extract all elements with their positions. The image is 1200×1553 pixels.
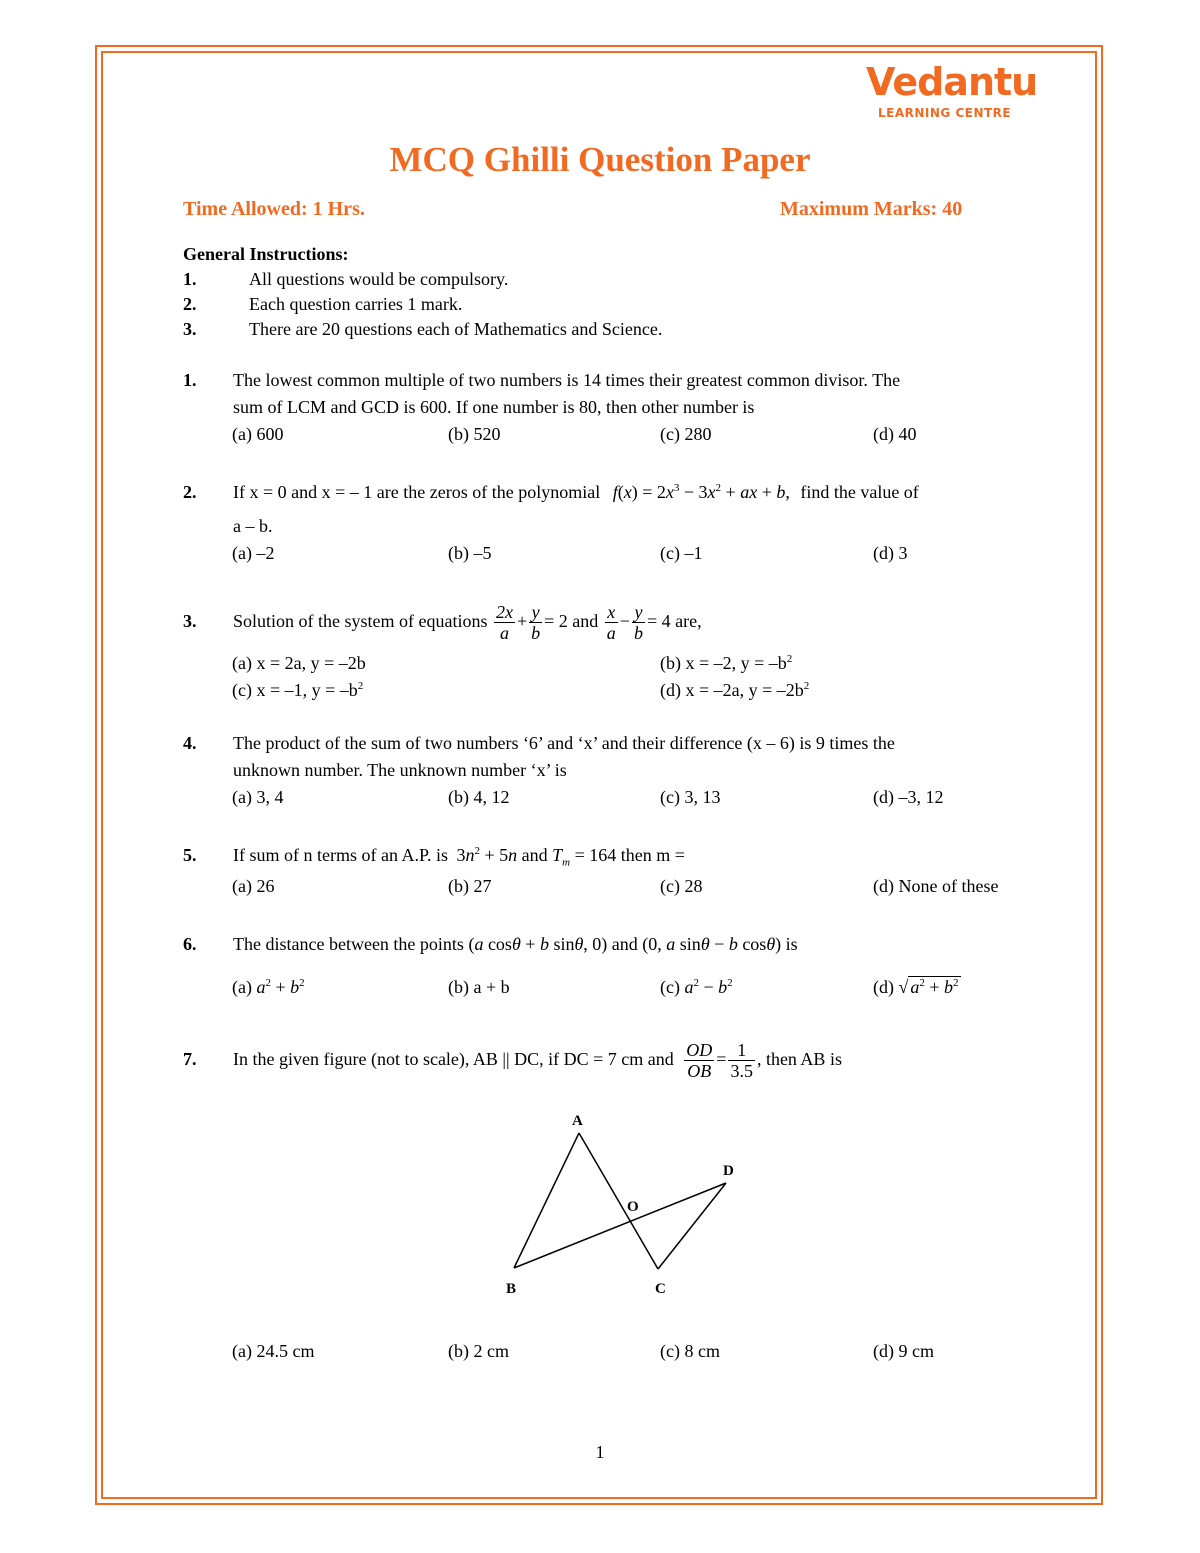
max-marks: Maximum Marks: 40 (780, 198, 963, 220)
line-ac (579, 1133, 658, 1269)
q2-text-post: find the value of (800, 482, 919, 502)
q3-option-a: (a) x = 2a, y = –2b (232, 653, 366, 673)
q2-option-d: (d) 3 (873, 543, 908, 563)
q7-option-c: (c) 8 cm (660, 1341, 720, 1361)
q2-option-b: (b) –5 (448, 543, 492, 563)
q4-option-a: (a) 3, 4 (232, 787, 284, 807)
question-number: 4. (183, 733, 197, 753)
q2-polynomial: f (612, 482, 618, 502)
instruction-text: Each question carries 1 mark. (249, 294, 463, 314)
triangle-lines (514, 1133, 726, 1269)
q1-option-c: (c) 280 (660, 424, 712, 444)
question-number: 3. (183, 611, 197, 631)
q7-text-pre: In the given figure (not to scale), AB || DC, if DC = 7 cm and (233, 1049, 674, 1069)
q3-option-d-text: (d) x = –2a, y = –2b (660, 680, 804, 700)
q6-text-pre: The distance between the points (233, 934, 464, 954)
q4-option-d: (d) –3, 12 (873, 787, 944, 807)
q3-text-and: and (572, 611, 599, 631)
q4-option-b: (b) 4, 12 (448, 787, 510, 807)
q6-text-and: and (611, 934, 638, 954)
q5-text-pre: If sum of n terms of an A.P. is (233, 845, 448, 865)
q3-option-c: (c) x = –1, $y = -b^2$ (232, 680, 364, 700)
instruction-text: All questions would be compulsory. (249, 269, 509, 289)
q1-text-line1: The lowest common multiple of two numbers is 14 times their greatest common divisor. The (233, 370, 901, 390)
q2-text-line2: a – b. (233, 516, 273, 536)
q5-option-d: (d) None of these (873, 876, 999, 896)
q7-option-a: (a) 24.5 cm (232, 1341, 315, 1361)
q6-option-a-label: (a) (232, 977, 252, 997)
q1-option-a: (a) 600 (232, 424, 284, 444)
label-o: O (627, 1199, 639, 1215)
q3-option-d: (d) x = –2a, $y = -2b^2$ (660, 680, 810, 700)
q6-option-b: (b) a + b (448, 977, 510, 997)
question-number: 2. (183, 482, 197, 502)
q3-text-post: are, (675, 611, 702, 631)
q4-text-line2: unknown number. The unknown number ‘x’ is (233, 760, 567, 780)
q5-option-b: (b) 27 (448, 876, 492, 896)
q2-text: If x = 0 and x = – 1 are the zeros of the polynomial $f(x) = 2x^3 - 3x^2$ + ax + b, find the value of (233, 482, 919, 502)
q7-figure (500, 1105, 750, 1300)
q1-option-b: (b) 520 (448, 424, 501, 444)
q5-text-post: then m = (620, 845, 685, 865)
q3-option-c-text: (c) x = –1, y = –b (232, 680, 358, 700)
q4-option-c: (c) 3, 13 (660, 787, 721, 807)
label-b: B (506, 1281, 517, 1297)
q5-text-and: and (521, 845, 548, 865)
q6-option-d-label: (d) (873, 977, 894, 997)
question-number: 1. (183, 370, 197, 390)
q3-text-pre: Solution of the system of equations (233, 611, 488, 631)
instruction-number: 1. (183, 269, 197, 289)
q7-text-post: , then AB is (756, 1049, 842, 1069)
q1-text-line2: sum of LCM and GCD is 600. If one number is 80, then other number is (233, 397, 755, 417)
label-a: A (572, 1113, 583, 1129)
q5-option-c: (c) 28 (660, 876, 703, 896)
q6-option-c-label: (c) (660, 977, 680, 997)
q7-text: In the given figure (not to scale), AB || DC, if DC = 7 cm and $\frac{OD}{OB}$ = $\frac{1}{3.5}$ , then AB is (233, 1040, 842, 1082)
q3-text: Solution of the system of equations $\frac{2x}{a}$ + $\frac{y}{b}$ = 2 and $\frac{x}{a}$ − $\frac{y}{b}$ = 4 are, (233, 602, 702, 644)
question-number: 5. (183, 845, 197, 865)
q7-option-d: (d) 9 cm (873, 1341, 934, 1361)
q6-text-post: is (785, 934, 798, 954)
q7-option-b: (b) 2 cm (448, 1341, 509, 1361)
line-ab (514, 1133, 579, 1268)
page-title: MCQ Ghilli Question Paper (389, 140, 811, 179)
q6-option-c: (c) $a^2 - b^2$ (660, 977, 733, 997)
time-allowed: Time Allowed: 1 Hrs. (183, 198, 365, 220)
q3-option-b: (b) x = –2, $y = -b^2$ (660, 653, 793, 673)
q6-text: The distance between the points (a cosθ + b sinθ, 0) and (0, a sinθ − b cosθ) is (233, 934, 798, 954)
page-number: 1 (595, 1442, 605, 1462)
q4-text-line1: The product of the sum of two numbers ‘6’ and ‘x’ and their difference (x – 6) is 9 times the (233, 733, 895, 753)
logo-wordmark: Vedantu (866, 60, 1038, 104)
question-number: 7. (183, 1049, 197, 1069)
q6-option-a: (a) $a^2 + b^2$ (232, 977, 305, 997)
instructions-heading: General Instructions: (183, 244, 349, 264)
label-d: D (723, 1163, 734, 1179)
question-number: 6. (183, 934, 197, 954)
q1-option-d: (d) 40 (873, 424, 917, 444)
q5-text: If sum of n terms of an A.P. is $3n^2 + 5n$ and $T_m = 164$ then m = (233, 845, 685, 869)
logo-subtitle: LEARNING CENTRE (878, 106, 1012, 120)
line-bd (514, 1183, 726, 1268)
instruction-number: 2. (183, 294, 197, 314)
q2-text-pre: If x = 0 and x = – 1 are the zeros of the polynomial (233, 482, 601, 502)
label-c: C (655, 1281, 666, 1297)
q6-option-d: (d) √ $a^2 + b^2$ (873, 977, 959, 997)
q3-option-b-text: (b) x = –2, y = –b (660, 653, 787, 673)
q2-option-a: (a) –2 (232, 543, 275, 563)
q2-option-c: (c) –1 (660, 543, 703, 563)
q5-option-a: (a) 26 (232, 876, 275, 896)
instruction-text: There are 20 questions each of Mathematics and Science. (249, 319, 663, 339)
instruction-number: 3. (183, 319, 197, 339)
vedantu-logo (866, 60, 1038, 124)
